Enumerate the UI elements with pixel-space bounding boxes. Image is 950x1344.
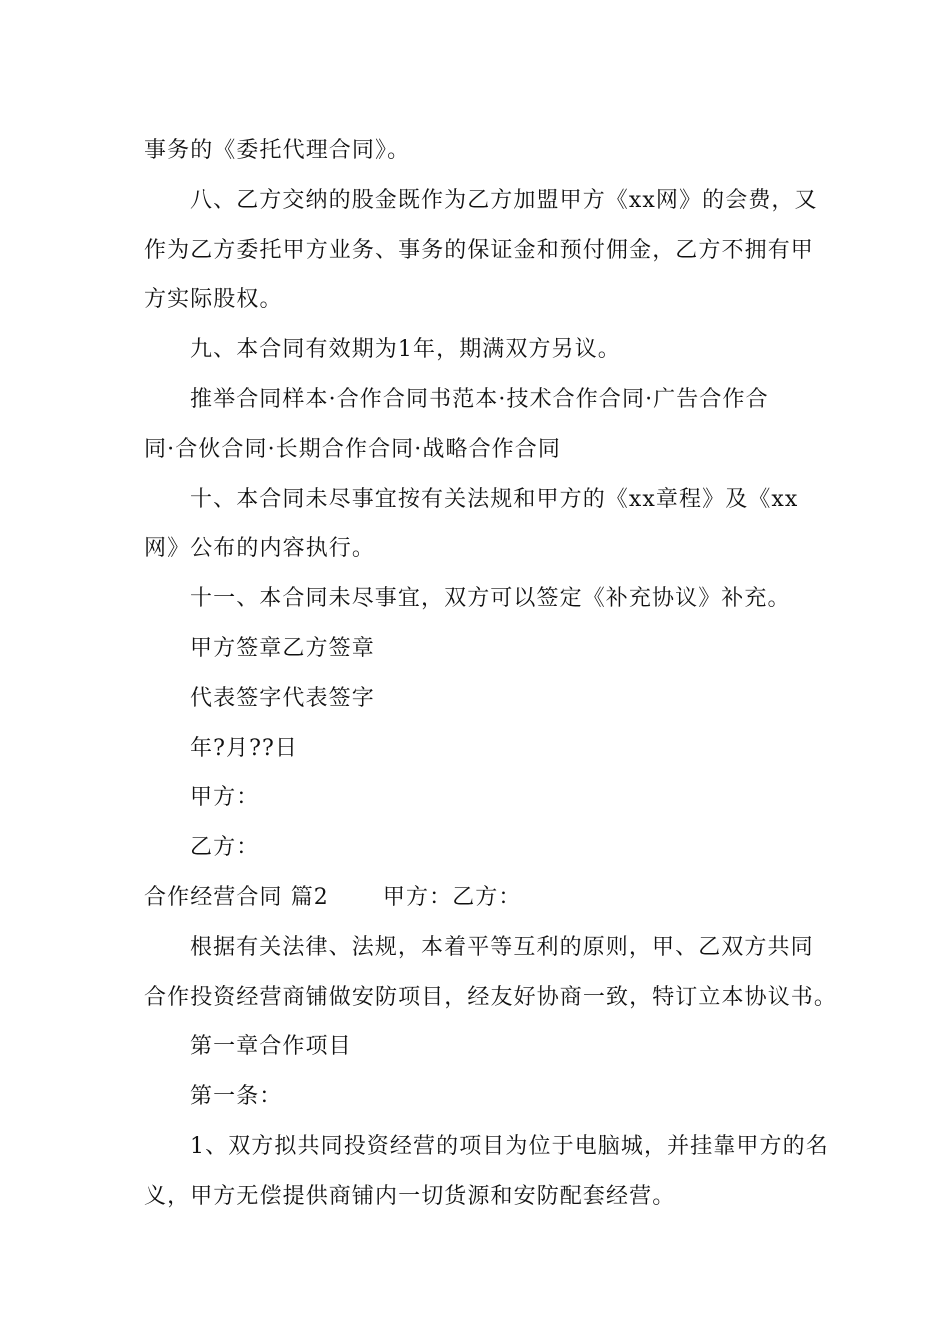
preamble-line: 根据有关法律、法规，本着平等互利的原则，甲、乙双方共同: [190, 934, 814, 960]
date-line: 年?月??日: [190, 735, 298, 761]
recommend-line: 推举合同样本·合作合同书范本·技术合作合同·广告合作合: [190, 386, 769, 412]
paragraph-line: 事务的《委托代理合同》。: [144, 138, 411, 163]
clause-8-line: 方实际股权。: [144, 287, 283, 313]
party-b-line: 乙方：: [190, 835, 260, 861]
clause-8-line: 八、乙方交纳的股金既作为乙方加盟甲方《xx网》的会费，又: [190, 187, 818, 213]
preamble-line: 合作投资经营商铺做安防项目，经友好协商一致，特订立本协议书。: [144, 984, 838, 1010]
party-a-line: 甲方：: [190, 785, 260, 811]
article-heading: 第一条：: [190, 1084, 283, 1110]
section-heading: [144, 873, 812, 923]
section-parties: 甲方：乙方：: [382, 884, 522, 910]
clause-10-line: 十、本合同未尽事宜按有关法规和甲方的《xx章程》及《xx: [190, 486, 799, 512]
clause-8-line: 作为乙方委托甲方业务、事务的保证金和预付佣金，乙方不拥有甲: [144, 237, 814, 263]
clause-10-line: 网》公布的内容执行。: [144, 536, 376, 562]
clause-11-line: 十一、本合同未尽事宜，双方可以签定《补充协议》补充。: [190, 586, 791, 612]
signature-rep-line: 代表签字代表签字: [190, 685, 375, 711]
recommend-line: 同·合伙合同·长期合作合同·战略合作合同: [144, 436, 561, 462]
signature-seal-line: 甲方签章乙方签章: [190, 635, 375, 661]
section-title: 合作经营合同 篇2: [144, 884, 329, 910]
article-1-line: 义，甲方无偿提供商铺内一切货源和安防配套经营。: [144, 1183, 676, 1209]
chapter-heading: 第一章合作项目: [190, 1034, 352, 1060]
clause-9-line: 九、本合同有效期为1年，期满双方另议。: [190, 337, 621, 363]
article-1-line: 1、双方拟共同投资经营的项目为位于电脑城，并挂靠甲方的名: [190, 1133, 829, 1159]
document-body: [144, 126, 838, 1222]
